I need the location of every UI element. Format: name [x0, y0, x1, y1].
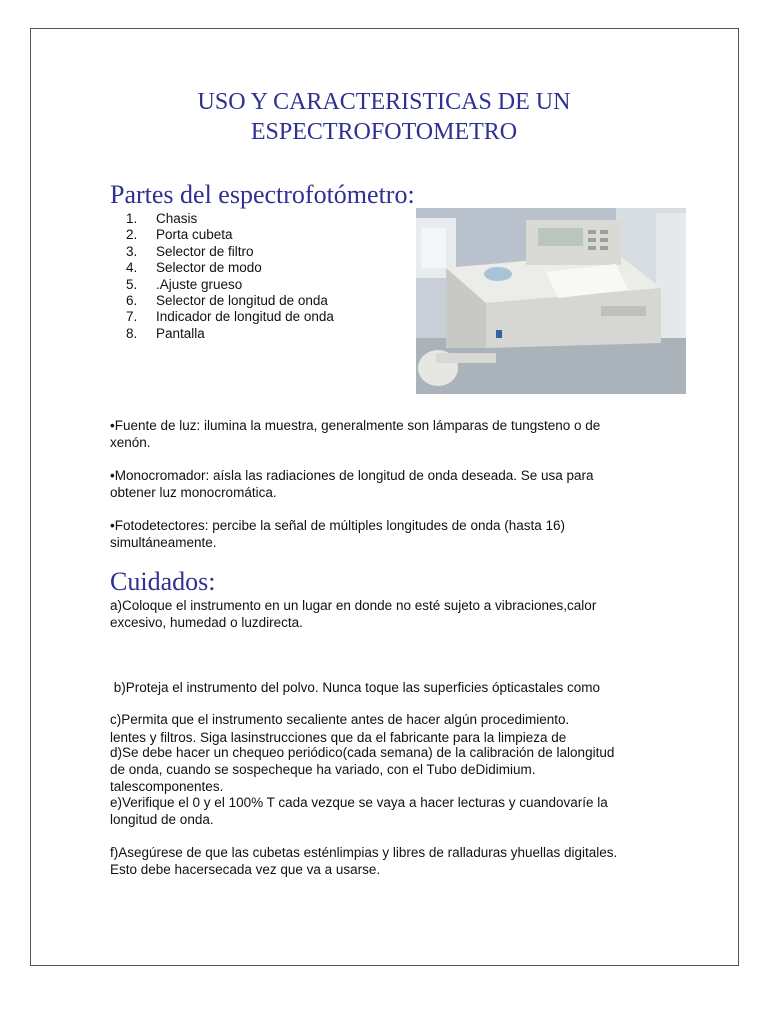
list-item: 4. Selector de modo	[126, 260, 262, 276]
care-item-a: a)Coloque el instrumento en un lugar en donde no esté sujeto a vibraciones,calor excesivo, humedad o luzdirecta.	[110, 598, 597, 630]
title-line-2: ESPECTROFOTOMETRO	[250, 119, 518, 145]
document-title	[0, 87, 768, 147]
list-item: 6. Selector de longitud de onda	[126, 292, 328, 308]
list-item: 8. Pantalla	[126, 325, 205, 341]
care-item-f: f)Asegúrese de que las cubetas esténlimpias y libres de ralladuras yhuellas digitales. Esto debe hacersecada vez que va a usarse.	[110, 845, 618, 877]
title-line-1: USO Y CARACTERISTICAS DE UN	[197, 89, 571, 115]
care-item-c: c)Permita que el instrumento secaliente antes de hacer algún procedimiento.	[110, 712, 570, 727]
care-item-d: d)Se debe hacer un chequeo periódico(cada semana) de la calibración de lalongitud de onda, cuando se sospecheque ha variado, con el Tubo deDidimium.	[110, 745, 615, 777]
list-item: 3. Selector de filtro	[126, 243, 254, 259]
component-fuente-de-luz: •Fuente de luz: ilumina la muestra, generalmente son lámparas de tungsteno o de xenón.	[110, 418, 601, 450]
component-monocromador: •Monocromador: aísla las radiaciones de longitud de onda deseada. Se usa para obtener luz monocromática.	[110, 468, 594, 500]
spectrophotometer-photo	[416, 208, 686, 394]
list-item: 2. Porta cubeta	[126, 227, 233, 243]
list-item: 5. .Ajuste grueso	[126, 276, 243, 292]
list-item: 7. Indicador de longitud de onda	[126, 309, 334, 325]
care-item-e: e)Verifique el 0 y el 100% T cada vezque se vaya a hacer lecturas y cuandovaríe la longitud de onda.	[110, 795, 608, 827]
component-fotodetectores: •Fotodetectores: percibe la señal de múltiples longitudes de onda (hasta 16) simultáneamente.	[110, 518, 566, 550]
care-item-b: b)Proteja el instrumento del polvo. Nunca toque las superficies ópticastales como lentes y filtros. Siga lasinstrucciones que da el fabricante para la limpieza de talescomponentes.	[110, 680, 601, 794]
parts-list	[126, 211, 334, 342]
parts-heading: Partes del espectrofotómetro:	[110, 180, 415, 209]
list-item: 1. Chasis	[126, 211, 198, 226]
care-heading: Cuidados:	[110, 567, 216, 596]
